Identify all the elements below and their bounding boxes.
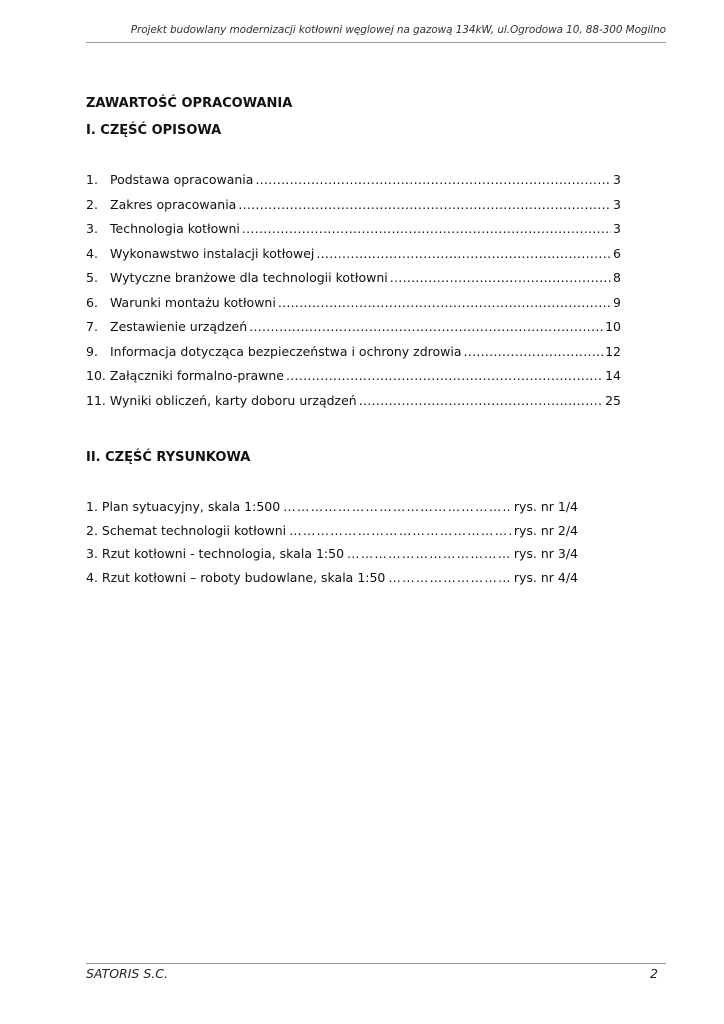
toc-dot-leader xyxy=(286,368,603,383)
toc-item-label: Warunki montażu kotłowni xyxy=(110,294,276,310)
drawing-item-ref: rys. nr 3/4 xyxy=(513,546,578,561)
toc-item-number: 6. xyxy=(86,294,98,310)
footer-page-number: 2 xyxy=(650,966,658,981)
toc-item-label: Załączniki formalno-prawne xyxy=(109,368,284,383)
drawing-dot-leader xyxy=(289,523,511,538)
toc-item xyxy=(86,172,621,197)
toc-item-label: Podstawa opracowania xyxy=(110,172,254,187)
toc-item-page: 8 xyxy=(613,270,621,285)
toc-item-page: 14 xyxy=(605,368,621,383)
drawing-item-label: 3. Rzut kotłowni - technologia, skala 1:50 xyxy=(86,546,345,561)
drawing-item-ref: rys. nr 1/4 xyxy=(513,499,578,514)
drawing-dot-leader xyxy=(388,570,510,585)
drawing-item xyxy=(86,499,578,523)
toc-item xyxy=(86,197,621,222)
toc-item-page: 10 xyxy=(605,319,621,334)
drawing-item xyxy=(86,523,578,547)
drawing-item-ref: rys. nr 4/4 xyxy=(513,569,578,585)
page-header: Projekt budowlany modernizacji kotłowni węglowej na gazową 134kW, ul.Ogrodowa 10, 88-300 Mogilno xyxy=(130,24,666,36)
drawing-part-title: II. CZĘŚĆ RYSUNKOWA xyxy=(86,450,251,465)
toc-item xyxy=(86,368,621,393)
toc-item-label: Wyniki obliczeń, karty doboru urządzeń xyxy=(109,392,357,408)
toc-dot-leader xyxy=(255,172,611,187)
toc-item xyxy=(86,319,621,344)
toc-dot-leader xyxy=(278,295,611,310)
toc-item xyxy=(86,246,621,271)
toc-item-number: 3. xyxy=(86,221,98,236)
toc-item-number: 4. xyxy=(86,245,98,261)
descriptive-part-title: I. CZĘŚĆ OPISOWA xyxy=(86,123,222,138)
toc-item xyxy=(86,344,621,369)
drawing-item-label: 1. Plan sytuacyjny, skala 1:500 xyxy=(86,499,281,514)
toc-item-page: 25 xyxy=(605,392,621,408)
toc-item-page: 3 xyxy=(613,221,621,236)
toc-item-page: 6 xyxy=(613,245,621,261)
drawing-item xyxy=(86,546,578,570)
toc-item-label: Informacja dotycząca bezpieczeństwa i ochrony zdrowia xyxy=(110,343,462,359)
header-rule xyxy=(86,42,666,43)
toc-item-number: 9. xyxy=(86,343,98,359)
toc-item-number: 11. xyxy=(86,392,106,408)
toc-item-label: Technologia kotłowni xyxy=(110,221,240,236)
drawing-dot-leader xyxy=(283,499,511,514)
toc-item-page: 3 xyxy=(613,172,621,187)
contents-title: ZAWARTOŚĆ OPRACOWANIA xyxy=(86,96,293,111)
drawing-item-label: 2. Schemat technologii kotłowni xyxy=(86,522,287,538)
toc-dot-leader xyxy=(359,393,603,408)
toc-item-label: Zakres opracowania xyxy=(110,196,237,212)
drawing-item-label: 4. Rzut kotłowni – roboty budowlane, skala 1:50 xyxy=(86,569,386,585)
toc-item-number: 1. xyxy=(86,172,98,187)
drawing-item-ref: rys. nr 2/4 xyxy=(513,522,578,538)
drawing-list xyxy=(86,499,578,593)
toc-item xyxy=(86,295,621,320)
footer-rule xyxy=(86,963,666,964)
toc-dot-leader xyxy=(249,319,603,334)
toc-dot-leader xyxy=(464,344,604,359)
toc-item-label: Wykonawstwo instalacji kotłowej xyxy=(110,245,315,261)
toc-dot-leader xyxy=(390,270,611,285)
toc-item xyxy=(86,393,621,418)
toc-item-number: 7. xyxy=(86,319,98,334)
toc-item-page: 3 xyxy=(613,196,621,212)
toc-item-number: 2. xyxy=(86,196,98,212)
toc-dot-leader xyxy=(242,221,611,236)
toc-item-label: Zestawienie urządzeń xyxy=(110,319,248,334)
drawing-dot-leader xyxy=(347,546,511,561)
toc-item-label: Wytyczne branżowe dla technologii kotłowni xyxy=(110,270,388,285)
toc-item-page: 9 xyxy=(613,294,621,310)
toc-item-number: 5. xyxy=(86,270,98,285)
toc-item-number: 10. xyxy=(86,368,106,383)
toc-dot-leader xyxy=(238,197,611,212)
drawing-item xyxy=(86,570,578,594)
toc-item xyxy=(86,221,621,246)
footer-company: SATORIS S.C. xyxy=(86,966,168,981)
toc-dot-leader xyxy=(316,246,611,261)
toc-item-page: 12 xyxy=(605,343,621,359)
toc-item xyxy=(86,270,621,295)
descriptive-toc-list xyxy=(86,172,621,417)
